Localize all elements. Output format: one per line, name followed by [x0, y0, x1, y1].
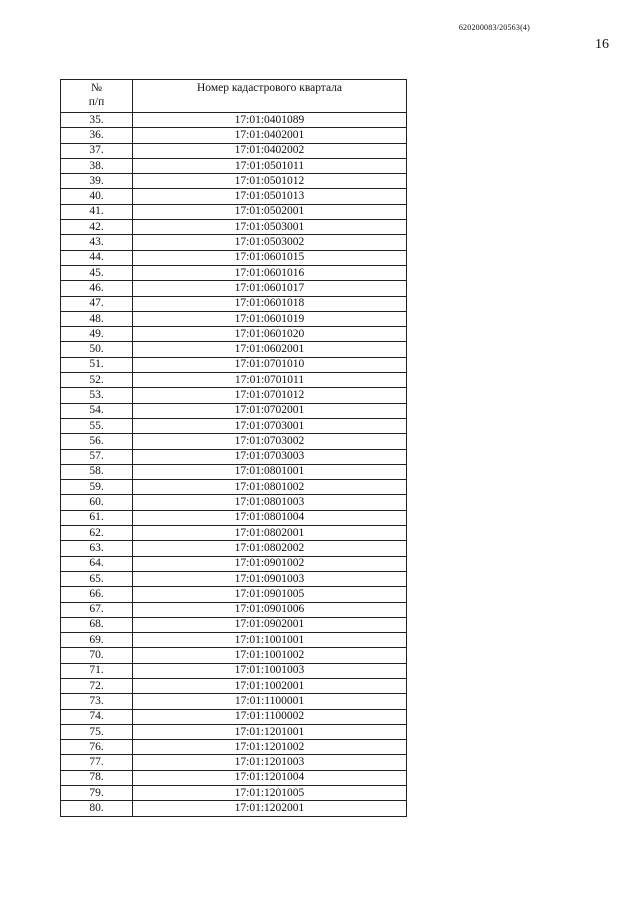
table-row: [61, 143, 407, 158]
row-number-cell: 56.: [61, 434, 133, 449]
cadastral-number-cell: 17:01:0901005: [133, 587, 407, 602]
row-number-cell: 60.: [61, 495, 133, 510]
row-number-cell: 52.: [61, 373, 133, 388]
row-number-cell: 50.: [61, 342, 133, 357]
row-number-cell: 68.: [61, 617, 133, 632]
column-header-number-line2: п/п: [88, 96, 105, 108]
table-row: [61, 510, 407, 525]
table-row: [61, 357, 407, 372]
row-number-cell: 54.: [61, 403, 133, 418]
cadastral-number-cell: 17:01:1001001: [133, 633, 407, 648]
cadastral-number-cell: 17:01:0802001: [133, 526, 407, 541]
cadastral-number-cell: 17:01:0901006: [133, 602, 407, 617]
cadastral-number-cell: 17:01:1002001: [133, 678, 407, 693]
table-row: [61, 480, 407, 495]
table-row: [61, 633, 407, 648]
row-number-cell: 78.: [61, 770, 133, 785]
table-row: [61, 373, 407, 388]
column-header-number: [61, 80, 133, 113]
row-number-cell: 41.: [61, 204, 133, 219]
table-row: [61, 541, 407, 556]
table-row: [61, 250, 407, 265]
cadastral-number-cell: 17:01:1001002: [133, 648, 407, 663]
table-row: [61, 128, 407, 143]
table-row: [61, 418, 407, 433]
table-row: [61, 663, 407, 678]
cadastral-number-cell: 17:01:0801002: [133, 480, 407, 495]
cadastral-number-cell: 17:01:0701012: [133, 388, 407, 403]
cadastral-number-cell: 17:01:0601020: [133, 327, 407, 342]
row-number-cell: 45.: [61, 265, 133, 280]
cadastral-number-cell: 17:01:0701011: [133, 373, 407, 388]
row-number-cell: 74.: [61, 709, 133, 724]
row-number-cell: 72.: [61, 678, 133, 693]
row-number-cell: 53.: [61, 388, 133, 403]
cadastral-number-cell: 17:01:0601018: [133, 296, 407, 311]
table-row: [61, 740, 407, 755]
row-number-cell: 36.: [61, 128, 133, 143]
table-row: [61, 113, 407, 128]
table-row: [61, 449, 407, 464]
row-number-cell: 58.: [61, 464, 133, 479]
cadastral-number-cell: 17:01:0801004: [133, 510, 407, 525]
cadastral-number-cell: 17:01:0503002: [133, 235, 407, 250]
row-number-cell: 80.: [61, 801, 133, 816]
cadastral-number-cell: 17:01:1201001: [133, 724, 407, 739]
table-row: [61, 464, 407, 479]
cadastral-number-cell: 17:01:0402001: [133, 128, 407, 143]
table-row: [61, 403, 407, 418]
row-number-cell: 62.: [61, 526, 133, 541]
cadastral-number-cell: 17:01:0501012: [133, 174, 407, 189]
row-number-cell: 48.: [61, 311, 133, 326]
cadastral-number-cell: 17:01:0601015: [133, 250, 407, 265]
row-number-cell: 63.: [61, 541, 133, 556]
table-row: [61, 281, 407, 296]
cadastral-number-cell: 17:01:0501011: [133, 158, 407, 173]
row-number-cell: 40.: [61, 189, 133, 204]
row-number-cell: 44.: [61, 250, 133, 265]
cadastral-number-cell: 17:01:0701010: [133, 357, 407, 372]
row-number-cell: 51.: [61, 357, 133, 372]
cadastral-number-cell: 17:01:1201002: [133, 740, 407, 755]
table-body: [61, 113, 407, 817]
table-row: [61, 694, 407, 709]
table-row: [61, 235, 407, 250]
row-number-cell: 69.: [61, 633, 133, 648]
table-row: [61, 189, 407, 204]
row-number-cell: 42.: [61, 220, 133, 235]
row-number-cell: 73.: [61, 694, 133, 709]
table-row: [61, 556, 407, 571]
table-row: [61, 434, 407, 449]
table-row: [61, 648, 407, 663]
cadastral-number-cell: 17:01:0801001: [133, 464, 407, 479]
table-row: [61, 755, 407, 770]
table-row: [61, 709, 407, 724]
table-row: [61, 327, 407, 342]
row-number-cell: 67.: [61, 602, 133, 617]
cadastral-number-cell: 17:01:0503001: [133, 220, 407, 235]
table-row: [61, 204, 407, 219]
row-number-cell: 65.: [61, 571, 133, 586]
row-number-cell: 55.: [61, 418, 133, 433]
cadastral-number-cell: 17:01:0902001: [133, 617, 407, 632]
table-row: [61, 174, 407, 189]
row-number-cell: 57.: [61, 449, 133, 464]
cadastral-number-cell: 17:01:0901002: [133, 556, 407, 571]
table-row: [61, 296, 407, 311]
cadastral-number-cell: 17:01:1001003: [133, 663, 407, 678]
row-number-cell: 39.: [61, 174, 133, 189]
cadastral-number-cell: 17:01:0502001: [133, 204, 407, 219]
row-number-cell: 75.: [61, 724, 133, 739]
table-row: [61, 342, 407, 357]
cadastral-number-cell: 17:01:1201005: [133, 786, 407, 801]
cadastral-number-cell: 17:01:0601019: [133, 311, 407, 326]
cadastral-number-cell: 17:01:0703001: [133, 418, 407, 433]
row-number-cell: 35.: [61, 113, 133, 128]
table-row: [61, 158, 407, 173]
row-number-cell: 46.: [61, 281, 133, 296]
row-number-cell: 59.: [61, 480, 133, 495]
table-row: [61, 724, 407, 739]
column-header-number-line1: №: [91, 82, 102, 94]
table-header-row: [61, 80, 407, 113]
document-id: 620200083/20563(4): [458, 23, 530, 32]
cadastral-number-cell: 17:01:1100001: [133, 694, 407, 709]
cadastral-quarters-table: [60, 79, 407, 817]
table-row: [61, 801, 407, 816]
table-row: [61, 526, 407, 541]
table-row: [61, 770, 407, 785]
table-row: [61, 265, 407, 280]
table-row: [61, 495, 407, 510]
row-number-cell: 76.: [61, 740, 133, 755]
row-number-cell: 61.: [61, 510, 133, 525]
cadastral-number-cell: 17:01:0703003: [133, 449, 407, 464]
cadastral-number-cell: 17:01:0501013: [133, 189, 407, 204]
table-row: [61, 602, 407, 617]
cadastral-number-cell: 17:01:0703002: [133, 434, 407, 449]
table-row: [61, 786, 407, 801]
cadastral-number-cell: 17:01:0402002: [133, 143, 407, 158]
table-row: [61, 388, 407, 403]
row-number-cell: 79.: [61, 786, 133, 801]
row-number-cell: 38.: [61, 158, 133, 173]
table-row: [61, 587, 407, 602]
cadastral-number-cell: 17:01:0801003: [133, 495, 407, 510]
cadastral-number-cell: 17:01:1202001: [133, 801, 407, 816]
row-number-cell: 71.: [61, 663, 133, 678]
cadastral-number-cell: 17:01:0602001: [133, 342, 407, 357]
table-row: [61, 678, 407, 693]
cadastral-number-cell: 17:01:0802002: [133, 541, 407, 556]
row-number-cell: 70.: [61, 648, 133, 663]
column-header-cadastral-number: Номер кадастрового квартала: [133, 80, 407, 113]
table-row: [61, 571, 407, 586]
cadastral-number-cell: 17:01:1201004: [133, 770, 407, 785]
cadastral-number-cell: 17:01:1201003: [133, 755, 407, 770]
table-row: [61, 311, 407, 326]
page-number: 16: [595, 37, 609, 52]
row-number-cell: 66.: [61, 587, 133, 602]
cadastral-number-cell: 17:01:0601017: [133, 281, 407, 296]
cadastral-number-cell: 17:01:0901003: [133, 571, 407, 586]
row-number-cell: 47.: [61, 296, 133, 311]
cadastral-number-cell: 17:01:1100002: [133, 709, 407, 724]
cadastral-number-cell: 17:01:0601016: [133, 265, 407, 280]
row-number-cell: 49.: [61, 327, 133, 342]
table-row: [61, 220, 407, 235]
row-number-cell: 77.: [61, 755, 133, 770]
cadastral-number-cell: 17:01:0401089: [133, 113, 407, 128]
row-number-cell: 43.: [61, 235, 133, 250]
row-number-cell: 64.: [61, 556, 133, 571]
row-number-cell: 37.: [61, 143, 133, 158]
table-row: [61, 617, 407, 632]
cadastral-number-cell: 17:01:0702001: [133, 403, 407, 418]
